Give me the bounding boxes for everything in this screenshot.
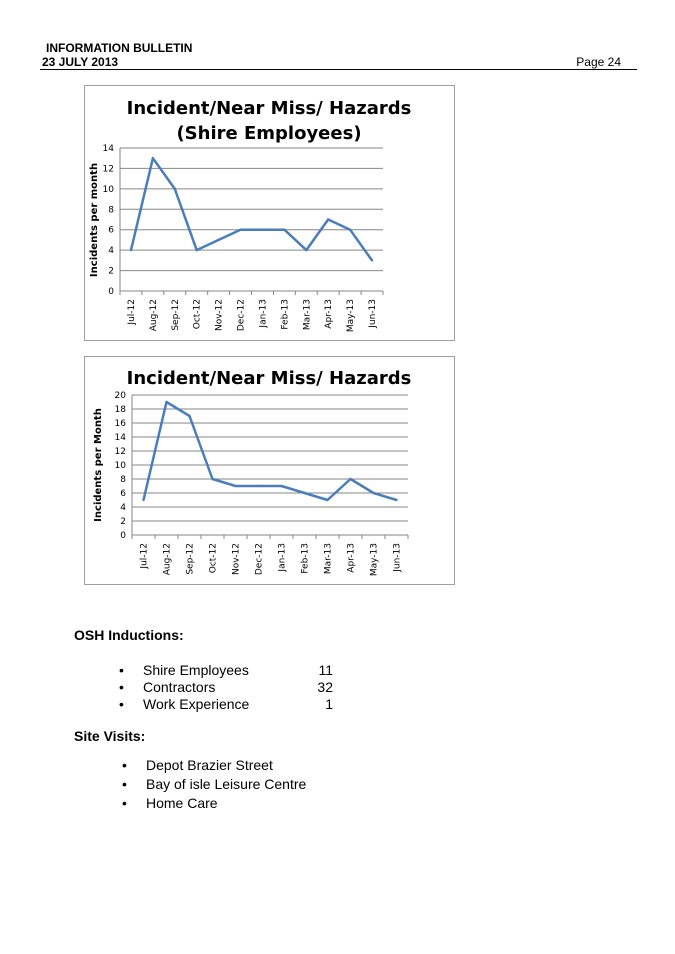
y-tick-label: 2	[120, 517, 126, 527]
x-tick-label: Nov-12	[214, 299, 225, 332]
data-point	[257, 485, 259, 487]
induction-label: Work Experience	[143, 696, 250, 712]
y-tick-label: 8	[120, 475, 126, 485]
x-tick-label: Feb-13	[280, 299, 291, 330]
x-tick-label: Jun-13	[392, 543, 403, 572]
list-item	[122, 756, 382, 775]
x-tick-label: Jul-12	[126, 299, 137, 325]
chart-all-incidents	[84, 356, 455, 585]
data-point	[165, 401, 167, 403]
osh-inductions-list	[119, 662, 339, 713]
bullet-icon: •	[119, 696, 124, 712]
bullet-icon: •	[122, 795, 127, 811]
list-item	[122, 775, 382, 794]
chart-all-svg	[85, 357, 454, 584]
bullet-icon: •	[119, 679, 124, 695]
data-point	[188, 415, 190, 417]
data-point	[305, 249, 307, 251]
y-tick-label: 6	[108, 225, 114, 236]
x-tick-label: Dec-12	[236, 299, 247, 332]
y-tick-label: 6	[120, 489, 126, 499]
bullet-icon: •	[122, 757, 127, 773]
y-axis-label: Incidents per month	[89, 162, 100, 278]
data-point	[349, 478, 351, 480]
data-point	[280, 485, 282, 487]
data-point	[326, 499, 328, 501]
page-number: Page 24	[576, 55, 621, 69]
y-tick-label: 18	[114, 405, 126, 415]
chart-title-line2: (Shire Employees)	[176, 123, 362, 144]
data-point	[349, 229, 351, 231]
data-point	[395, 499, 397, 501]
site-visits-heading: Site Visits:	[74, 728, 146, 744]
list-item	[119, 696, 339, 713]
y-tick-label: 8	[108, 205, 114, 216]
data-point	[283, 229, 285, 231]
y-tick-label: 14	[114, 433, 126, 443]
y-tick-label: 0	[108, 287, 114, 297]
x-tick-label: Jan-13	[258, 299, 269, 328]
data-point	[130, 249, 132, 251]
y-tick-label: 16	[114, 419, 126, 429]
y-tick-label: 12	[114, 447, 126, 457]
x-tick-label: Sep-12	[185, 543, 196, 575]
x-tick-label: Jul-12	[139, 543, 150, 569]
y-tick-label: 20	[114, 391, 126, 401]
x-tick-label: Aug-12	[162, 543, 173, 576]
x-tick-label: Mar-13	[302, 299, 313, 331]
data-point	[303, 492, 305, 494]
list-item	[119, 679, 339, 696]
y-tick-label: 10	[114, 461, 126, 471]
osh-inductions-heading: OSH Inductions:	[74, 627, 184, 643]
y-tick-label: 2	[108, 266, 114, 277]
y-axis-label: Incidents per Month	[93, 408, 104, 522]
x-tick-label: Jun-13	[368, 299, 379, 328]
header-rule	[40, 69, 637, 70]
chart-shire-employees	[84, 85, 455, 341]
plot-area	[103, 144, 383, 332]
chart-title-line1: Incident/Near Miss/ Hazards	[126, 368, 412, 389]
x-tick-label: Apr-13	[346, 543, 357, 573]
bulletin-title: INFORMATION BULLETIN	[46, 41, 193, 55]
y-tick-label: 4	[120, 503, 126, 513]
data-point	[217, 239, 219, 241]
x-tick-label: Oct-12	[208, 543, 219, 574]
induction-count: 32	[317, 679, 333, 695]
x-tick-label: Oct-12	[192, 299, 203, 330]
data-point	[372, 492, 374, 494]
x-tick-label: May-13	[346, 299, 357, 333]
x-tick-label: Mar-13	[323, 543, 334, 575]
x-tick-label: May-13	[369, 543, 380, 577]
y-tick-label: 10	[102, 184, 114, 195]
y-tick-label: 14	[102, 144, 114, 154]
site-visits-list	[122, 756, 382, 813]
bulletin-date: 23 JULY 2013	[42, 55, 119, 69]
data-point	[239, 229, 241, 231]
site-visit-label: Home Care	[146, 795, 218, 811]
data-point	[234, 485, 236, 487]
site-visit-label: Depot Brazier Street	[146, 757, 273, 773]
y-tick-label: 12	[102, 164, 114, 175]
x-tick-label: Dec-12	[254, 543, 265, 576]
induction-count: 11	[318, 662, 333, 678]
chart-shire-svg	[85, 86, 454, 340]
chart-title-line1: Incident/Near Miss/ Hazards	[126, 98, 412, 119]
x-tick-label: Aug-12	[148, 299, 159, 332]
data-point	[261, 229, 263, 231]
x-tick-label: Sep-12	[170, 299, 181, 331]
plot-area	[115, 391, 408, 576]
data-point	[196, 249, 198, 251]
data-point	[174, 188, 176, 190]
data-point	[211, 478, 213, 480]
bullet-icon: •	[122, 776, 127, 792]
y-tick-label: 4	[108, 246, 114, 257]
bullet-icon: •	[119, 662, 124, 678]
x-tick-label: Jan-13	[277, 543, 288, 572]
data-point	[142, 499, 144, 501]
data-point	[152, 157, 154, 159]
induction-label: Contractors	[143, 679, 216, 695]
induction-count: 1	[325, 696, 333, 712]
x-tick-label: Feb-13	[300, 543, 311, 574]
x-tick-label: Nov-12	[231, 543, 242, 576]
site-visit-label: Bay of isle Leisure Centre	[146, 776, 307, 792]
list-item	[122, 794, 382, 813]
data-point	[371, 259, 373, 261]
data-point	[327, 218, 329, 220]
list-item	[119, 662, 339, 679]
y-tick-label: 0	[120, 531, 126, 541]
x-tick-label: Apr-13	[324, 299, 335, 329]
induction-label: Shire Employees	[143, 662, 249, 678]
